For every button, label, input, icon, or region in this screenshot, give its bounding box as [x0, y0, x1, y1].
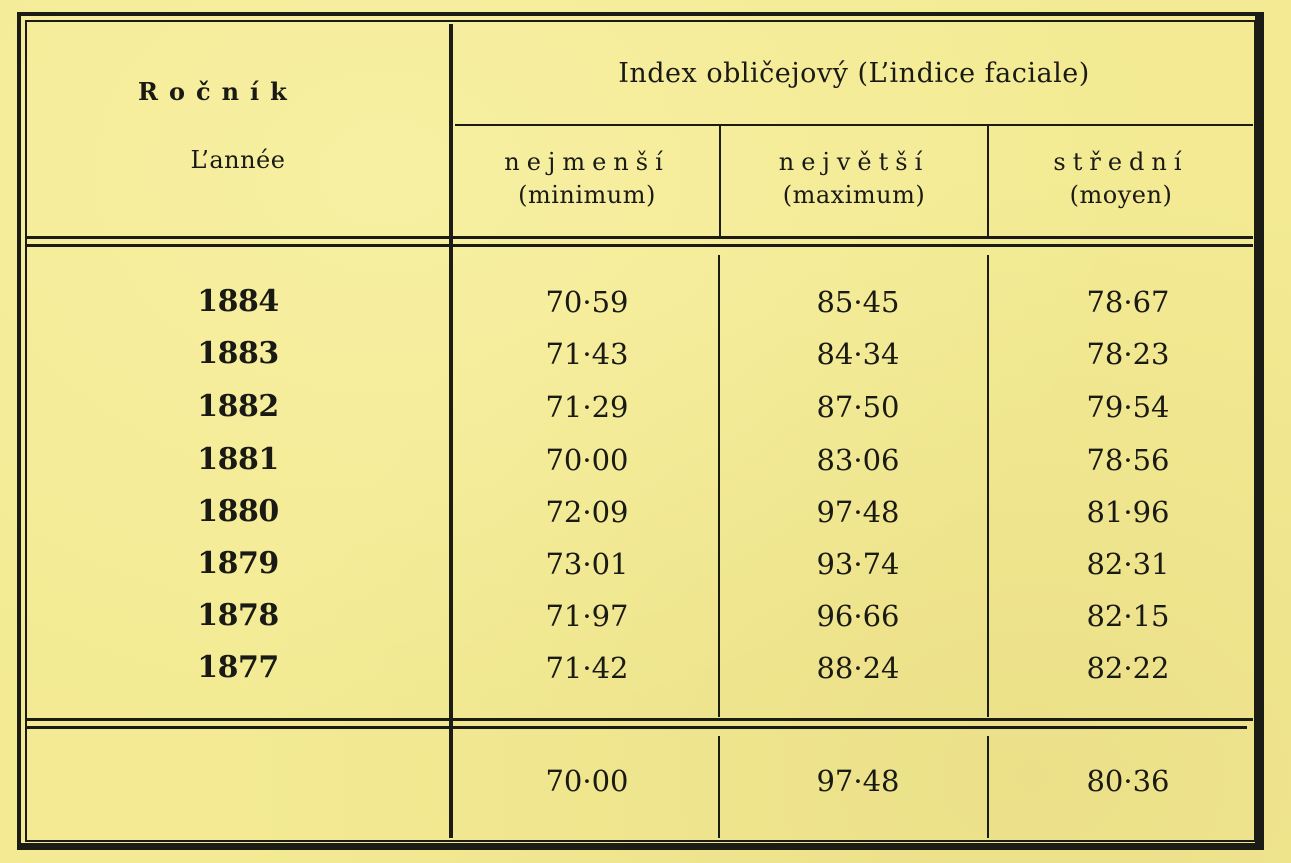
- max-cell: 85·45: [816, 285, 900, 319]
- table-row: [0, 276, 1291, 328]
- max-cell: 96·66: [816, 599, 900, 633]
- col-min-label: nejmenší: [504, 148, 670, 176]
- mean-cell: 82·22: [1086, 651, 1170, 685]
- mean-cell: 81·96: [1086, 495, 1170, 529]
- min-cell: 71·97: [545, 599, 629, 633]
- group-title-rule: [455, 124, 1253, 126]
- totals-mean-cell: 80·36: [1086, 764, 1170, 798]
- totals-year-cell: [138, 755, 338, 807]
- max-cell: 84·34: [816, 337, 900, 371]
- col-max-label: největší: [778, 148, 930, 176]
- totals-min-cell: 70·00: [545, 764, 629, 798]
- col-mean-sublabel: (moyen): [1069, 181, 1173, 209]
- totals-rule-top: [27, 718, 1253, 721]
- min-cell: 70·59: [545, 285, 629, 319]
- year-cell: 1884: [197, 284, 279, 319]
- max-cell: 93·74: [816, 547, 900, 581]
- table-row: [0, 590, 1291, 642]
- min-cell: 72·09: [545, 495, 629, 529]
- mean-cell: 78·23: [1086, 337, 1170, 371]
- year-cell: 1883: [197, 336, 279, 371]
- year-cell: 1881: [197, 442, 279, 477]
- mean-cell: 82·31: [1086, 547, 1170, 581]
- min-cell: 73·01: [545, 547, 629, 581]
- totals-rule-bottom: [27, 726, 1247, 729]
- header-double-rule-bottom: [27, 244, 1253, 247]
- col-min-sublabel: (minimum): [518, 181, 656, 209]
- table-row: [0, 642, 1291, 694]
- year-cell: 1877: [197, 650, 279, 685]
- year-cell: 1878: [197, 598, 279, 633]
- year-column-title: Ročník: [138, 77, 298, 106]
- year-column-subtitle: L’année: [190, 146, 286, 174]
- table-row: [0, 434, 1291, 486]
- min-cell: 71·42: [545, 651, 629, 685]
- totals-max-cell: 97·48: [816, 764, 900, 798]
- min-cell: 70·00: [545, 443, 629, 477]
- mean-cell: 78·67: [1086, 285, 1170, 319]
- table-row: [0, 381, 1291, 433]
- mean-cell: 82·15: [1086, 599, 1170, 633]
- col-mean-label: střední: [1053, 148, 1189, 176]
- table-row: [0, 328, 1291, 380]
- col-max-sublabel: (maximum): [782, 181, 926, 209]
- group-title: Index obličejový (L’indice faciale): [618, 58, 1090, 89]
- table-row: [0, 538, 1291, 590]
- min-cell: 71·29: [545, 390, 629, 424]
- max-cell: 97·48: [816, 495, 900, 529]
- mean-cell: 78·56: [1086, 443, 1170, 477]
- year-cell: 1880: [197, 494, 279, 529]
- max-cell: 87·50: [816, 390, 900, 424]
- totals-row: [0, 755, 1291, 807]
- year-cell: 1879: [197, 546, 279, 581]
- table-row: [0, 486, 1291, 538]
- max-cell: 83·06: [816, 443, 900, 477]
- max-cell: 88·24: [816, 651, 900, 685]
- header-double-rule-top: [27, 236, 1253, 239]
- year-cell: 1882: [197, 389, 279, 424]
- bottom-border-heavy: [17, 843, 1264, 849]
- mean-cell: 79·54: [1086, 390, 1170, 424]
- min-cell: 71·43: [545, 337, 629, 371]
